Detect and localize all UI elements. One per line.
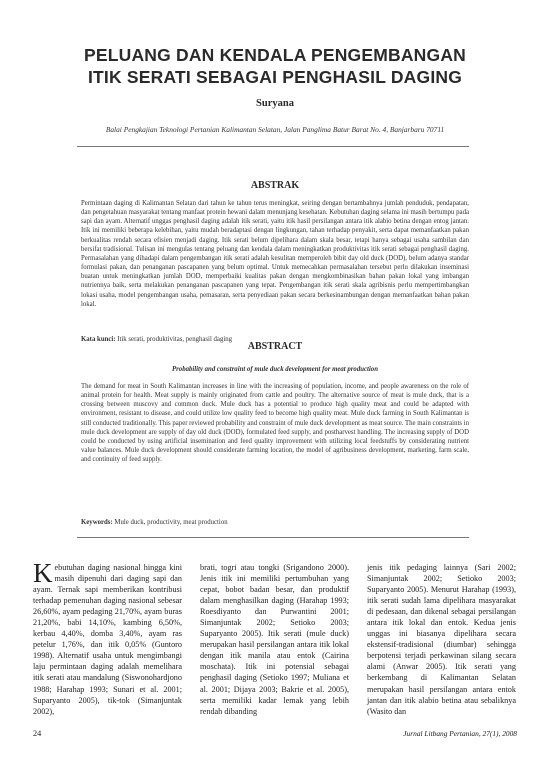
journal-citation: Jurnal Litbang Pertanian, 27(1), 2008 (403, 729, 517, 738)
title-line-2: ITIK SERATI SEBAGAI PENGHASIL DAGING (87, 67, 463, 87)
divider-top (77, 146, 469, 147)
column-3-text: jenis itik pedaging lainnya (Sari 2002; Simanjuntak 2002; Setioko 2003; Suparyanto 2005). Menurut Harahap (1993), itik serati sudah lama dipelihara masyarakat di pedesaan, dan dikenal sebagai persilangan antara itik lokal dan entok. Kedua jenis unggas ini biasanya dipelihara secara ekstensif-tradisional (diumbar) sehingga berpotensi terjadi perkawinan silang secara alami (Anwar 2005). Itik serati yang berkembang di Kalimantan Selatan merupakan hasil persilangan antara entok jantan dan itik alabio betina atau sebaliknya (Wasito dan (367, 563, 516, 716)
abstract-body: The demand for meat in South Kalimantan increases in line with the increasing of population, income, and people awareness on the role of animal protein for health. Meat supply is mainly originated from cattle and poultry. The alternative source of meat is mule duck, that is a crossing between muscovy and common duck. Mule duck has a potential to produce high quality meat and could be adapted with environment, resistant to disease, and could utilize low quality feed to become high quality meat. Mule duck farming in South Kalimantan is still conducted traditionally. This paper reviewed probability and constraint of mule duck development as meat source. The main constraints in mule duck development are supply of day old duck (DOD), formulated feed supply, and postharvest handling. The increasing supply of DOD could be conducted by using artificial insemination and feed quality improvement with utilizing local feedstuffs by considerating nutrient value balances. Mule duck development should considerate farming location, the model of agribusiness development, marketing, farm scale, and continuity of feed supply. (81, 383, 469, 464)
divider-bottom (77, 537, 469, 538)
column-2-text: brati, togri atau tongki (Srigandono 2000). Jenis itik ini memiliki pertumbuhan yang cepat, bobot badan besar, dan produktif dalam menghasilkan daging (Harahap 1993; Roesdiyanto dan Purwantini 2001; Simanjuntak 2002; Setioko 2003; Suparyanto 2005). Itik serati (mule duck) merupakan hasil persilangan antara itik lokal dengan itik manila atau entok (Cairina moschata). Itik ini potensial sebagai penghasil daging (Setioko 1997; Muliana et al. 2001; Dijaya 2003; Bakrie et al. 2005), serta memiliki kadar lemak yang lebih rendah dibanding (200, 563, 349, 716)
abstract-keywords-text: Mule duck, productivity, meat production (114, 519, 228, 526)
body-column-1 (33, 558, 182, 717)
title-line-1: PELUANG DAN KENDALA PENGEMBANGAN (83, 45, 466, 65)
abstrak-keywords-text: Itik serati, produktivitas, penghasil daging (117, 336, 233, 343)
abstrak-body: Permintaan daging di Kalimantan Selatan dari tahun ke tahun terus meningkat, seiring dengan bertambahnya jumlah penduduk, pendapatan, dan pengetahuan masyarakat tentang manfaat protein hewani dalam menunjang kesehatan. Kebutuhan daging selama ini masih bertumpu pada sapi dan ayam. Alternatif unggas penghasil daging adalah itik serati, yaitu itik hasil persilangan antara itik alabio betina dengan entog jantan. Itik ini memiliki beberapa kelebihan, yaitu mudah beradaptasi dengan lingkungan, tahan terhadap penyakit, serta dapat memanfaatkan pakan berkualitas rendah secara efisien menjadi daging. Itik serati belum dipelihara dalam skala besar, tetapi hanya sebagai usaha sambilan dan bersifat tradisional. Tulisan ini mengulas tentang peluang dan kendala dalam meningkatkan produktivitas itik serati sebagai penghasil daging. Permasalahan yang dihadapi dalam pengembangan itik serati adalah kesulitan memperoleh bibit day old duck (DOD), belum adanya standar formulasi pakan, dan penanganan pascapanen yang belum optimal. Untuk memecahkan permasalahan tersebut perlu dilakukan inseminasi buatan untuk meningkatkan jumlah DOD, memperbaiki kualitas pakan dengan mengkombinasikan bahan pakan lokal yang imbangan nutriennya baik, serta melakukan penanganan pascapanen yang tepat. Pengembangan itik serati skala agribisnis perlu mempertimbangkan lokasi usaha, model pengembangan usaha, pemasaran, serta penyediaan pakan secara berkesinambungan dengan memanfaatkan bahan pakan lokal. (81, 200, 469, 308)
abstrak-keywords-label: Kata kunci: (81, 336, 116, 343)
page-number: 24 (33, 729, 42, 738)
author-name: Suryana (256, 98, 294, 109)
abstract-keywords-label: Keywords: (81, 519, 113, 526)
abstrak-heading: ABSTRAK (250, 180, 300, 191)
abstract-heading: ABSTRACT (247, 341, 303, 352)
affiliation: Balai Pengkajian Teknologi Pertanian Kalimantan Selatan, Jalan Panglima Batur Barat No. 4, Banjarbaru 70711 (105, 125, 445, 134)
dropcap-letter: K (33, 558, 53, 588)
abstract-subtitle: Probability and constraint of mule duck development for meat production (172, 366, 378, 373)
body-column-2 (200, 562, 349, 717)
paper-title (40, 44, 510, 88)
body-column-3 (367, 562, 516, 717)
abstract-keywords (81, 519, 469, 526)
column-1-text: ebutuhan daging nasional hingga kini masih dipenuhi dari daging sapi dan ayam. Ternak sapi memberikan kontribusi terhadap pemenuhan daging nasional sebesar 26,60%, ayam pedaging 21,70%, ayam buras 21,20%, babi 14,10%, kambing 6,50%, kerbau 4,40%, domba 3,40%, ayam ras petelur 1,76%, dan itik 0,05% (Guntoro 1998). Alternatif usaha untuk mengimbangi laju permintaan daging adalah memelihara itik serati atau mandalung (Siswonohardjono 1988; Harahap 1993; Sunari et al. 2001; Suparyanto 2005), tik-tok (Simanjuntak 2002), (33, 563, 182, 716)
